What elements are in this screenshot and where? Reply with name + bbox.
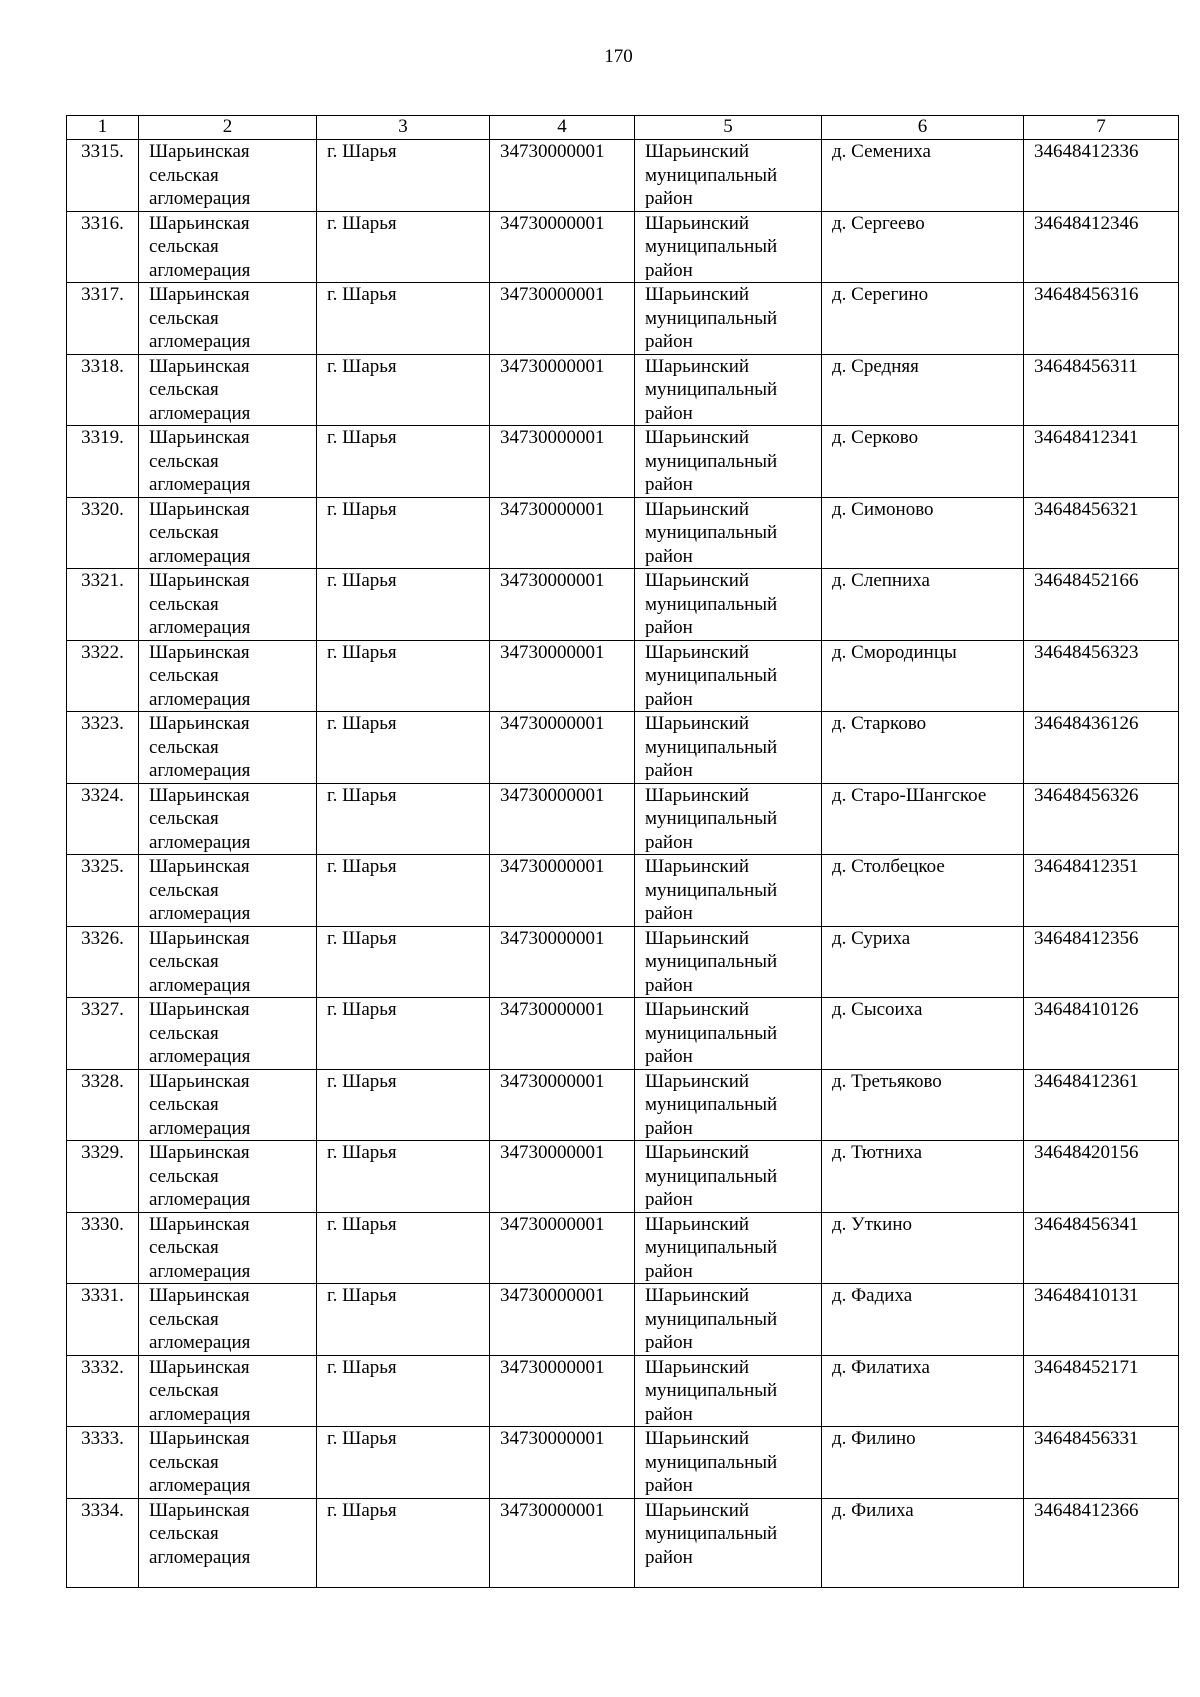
settlement-code-cell: 34648412336 <box>1024 140 1179 212</box>
district-cell-line: район <box>645 760 693 781</box>
table-row <box>67 1141 1179 1213</box>
center-cell: г. Шарья <box>317 1355 490 1427</box>
district-cell-line: Шарьинский <box>645 927 750 949</box>
district-cell <box>635 712 822 784</box>
center-code-cell: 34730000001 <box>490 640 635 712</box>
center-code-cell: 34730000001 <box>490 1427 635 1499</box>
row-number-cell: 3332. <box>67 1355 139 1427</box>
district-cell-line: муниципальный <box>645 1022 778 1044</box>
agglomeration-cell <box>139 426 317 498</box>
agglomeration-cell-line: Шарьинская <box>149 1285 250 1306</box>
district-cell-line: Шарьинский <box>645 284 750 305</box>
district-cell-line: Шарьинский <box>645 570 750 591</box>
agglomeration-cell <box>139 926 317 998</box>
agglomeration-cell-line: сельская <box>149 879 219 901</box>
district-cell <box>635 998 822 1070</box>
row-number-cell: 3325. <box>67 855 139 927</box>
district-cell <box>635 569 822 641</box>
agglomeration-cell-line: Шарьинская <box>149 498 250 520</box>
agglomeration-cell <box>139 1427 317 1499</box>
district-cell <box>635 855 822 927</box>
agglomeration-cell-line: сельская <box>149 379 219 400</box>
district-cell-line: район <box>645 545 693 567</box>
agglomeration-cell-line: агломерация <box>149 831 251 853</box>
table-header-row <box>67 116 1179 140</box>
agglomeration-cell-line: Шарьинская <box>149 1356 250 1378</box>
district-cell <box>635 1141 822 1213</box>
district-cell-line: район <box>645 688 693 710</box>
agglomeration-cell <box>139 1069 317 1141</box>
center-code-cell: 34730000001 <box>490 354 635 426</box>
table-row <box>67 998 1179 1070</box>
district-cell-line: Шарьинский <box>645 1070 750 1092</box>
agglomeration-cell-line: Шарьинская <box>149 355 250 377</box>
settlement-code-cell: 34648412346 <box>1024 211 1179 283</box>
center-code-cell: 34730000001 <box>490 1284 635 1356</box>
center-code-cell: 34730000001 <box>490 783 635 855</box>
settlement-code-cell: 34648412366 <box>1024 1498 1179 1587</box>
row-number-cell: 3315. <box>67 140 139 212</box>
row-number-cell: 3334. <box>67 1498 139 1587</box>
district-cell <box>635 1069 822 1141</box>
agglomeration-cell <box>139 998 317 1070</box>
table-row <box>67 783 1179 855</box>
table-row <box>67 640 1179 712</box>
district-cell <box>635 497 822 569</box>
center-cell: г. Шарья <box>317 855 490 927</box>
settlement-cell: д. Филино <box>822 1427 1024 1499</box>
agglomeration-cell-line: сельская <box>149 1165 219 1187</box>
settlement-code-cell: 34648412351 <box>1024 855 1179 927</box>
district-cell-line: муниципальный <box>645 736 778 758</box>
district-cell <box>635 1355 822 1427</box>
district-cell <box>635 1212 822 1284</box>
district-cell-line: Шарьинский <box>645 355 750 377</box>
row-number-cell: 3328. <box>67 1069 139 1141</box>
header-cell-3: 3 <box>317 116 490 140</box>
agglomeration-cell <box>139 712 317 784</box>
district-cell-line: район <box>645 974 693 996</box>
agglomeration-cell <box>139 283 317 355</box>
settlement-cell: д. Уткино <box>822 1212 1024 1284</box>
district-cell <box>635 640 822 712</box>
table-row <box>67 1427 1179 1499</box>
center-code-cell: 34730000001 <box>490 712 635 784</box>
district-cell-line: муниципальный <box>645 1451 778 1473</box>
row-number-cell: 3321. <box>67 569 139 641</box>
district-cell-line: район <box>645 1475 693 1496</box>
agglomeration-cell-line: сельская <box>149 951 219 972</box>
row-number-cell: 3323. <box>67 712 139 784</box>
header-cell-6: 6 <box>822 116 1024 140</box>
agglomeration-cell <box>139 354 317 426</box>
settlement-cell: д. Средняя <box>822 354 1024 426</box>
district-cell-line: Шарьинский <box>645 498 750 520</box>
district-cell-line: район <box>645 1189 693 1210</box>
district-cell-line: район <box>645 1046 693 1067</box>
agglomeration-cell-line: Шарьинская <box>149 212 250 234</box>
agglomeration-cell <box>139 140 317 212</box>
center-code-cell: 34730000001 <box>490 1355 635 1427</box>
table-row <box>67 211 1179 283</box>
district-cell-line: муниципальный <box>645 951 778 972</box>
district-cell-line: Шарьинский <box>645 1428 750 1449</box>
center-code-cell: 34730000001 <box>490 1212 635 1284</box>
district-cell-line: муниципальный <box>645 593 778 615</box>
district-cell-line: муниципальный <box>645 307 778 329</box>
agglomeration-cell-line: агломерация <box>149 1403 251 1425</box>
agglomeration-cell-line: агломерация <box>149 545 251 567</box>
agglomeration-cell-line: агломерация <box>149 1046 251 1067</box>
district-cell-line: Шарьинский <box>645 1499 750 1521</box>
settlement-code-cell: 34648436126 <box>1024 712 1179 784</box>
row-number-cell: 3333. <box>67 1427 139 1499</box>
agglomeration-cell-line: сельская <box>149 522 219 543</box>
agglomeration-cell-line: сельская <box>149 808 219 829</box>
agglomeration-cell-line: Шарьинская <box>149 1213 250 1235</box>
agglomeration-cell-line: агломерация <box>149 1332 251 1353</box>
table-row <box>67 569 1179 641</box>
district-cell-line: муниципальный <box>645 450 778 472</box>
agglomeration-cell-line: сельская <box>149 593 219 615</box>
settlement-code-cell: 34648410131 <box>1024 1284 1179 1356</box>
district-cell-line: район <box>645 1260 693 1282</box>
agglomeration-cell-line: сельская <box>149 665 219 686</box>
settlement-code-cell: 34648452171 <box>1024 1355 1179 1427</box>
settlement-cell: д. Серково <box>822 426 1024 498</box>
district-cell-line: муниципальный <box>645 1523 778 1544</box>
agglomeration-cell-line: агломерация <box>149 259 251 281</box>
settlement-code-cell: 34648452166 <box>1024 569 1179 641</box>
settlement-cell: д. Старо-Шангское <box>822 783 1024 855</box>
header-cell-4: 4 <box>490 116 635 140</box>
district-cell-line: район <box>645 402 693 424</box>
row-number-cell: 3324. <box>67 783 139 855</box>
header-cell-2: 2 <box>139 116 317 140</box>
table-body <box>67 116 1179 1588</box>
settlement-code-cell: 34648410126 <box>1024 998 1179 1070</box>
agglomeration-cell-line: агломерация <box>149 1117 251 1139</box>
settlement-cell: д. Суриха <box>822 926 1024 998</box>
center-code-cell: 34730000001 <box>490 426 635 498</box>
agglomeration-cell-line: сельская <box>149 1451 219 1473</box>
agglomeration-cell-line: Шарьинская <box>149 856 250 877</box>
settlement-cell: д. Филиха <box>822 1498 1024 1587</box>
district-cell <box>635 926 822 998</box>
row-number-cell: 3318. <box>67 354 139 426</box>
agglomeration-cell-line: Шарьинская <box>149 1070 250 1092</box>
center-cell: г. Шарья <box>317 640 490 712</box>
agglomeration-cell <box>139 1284 317 1356</box>
table-row <box>67 140 1179 212</box>
header-cell-1: 1 <box>67 116 139 140</box>
agglomeration-cell-line: агломерация <box>149 1260 251 1282</box>
district-cell <box>635 1427 822 1499</box>
agglomeration-cell-line: Шарьинская <box>149 999 250 1020</box>
agglomeration-cell <box>139 497 317 569</box>
agglomeration-cell-line: сельская <box>149 1022 219 1044</box>
settlement-cell: д. Слепниха <box>822 569 1024 641</box>
district-cell <box>635 1498 822 1587</box>
agglomeration-cell <box>139 1355 317 1427</box>
agglomeration-cell-line: агломерация <box>149 402 251 424</box>
district-cell <box>635 1284 822 1356</box>
center-code-cell: 34730000001 <box>490 1069 635 1141</box>
agglomeration-cell-line: сельская <box>149 236 219 257</box>
agglomeration-cell-line: Шарьинская <box>149 784 250 806</box>
agglomeration-cell-line: Шарьинская <box>149 641 250 663</box>
district-cell-line: муниципальный <box>645 665 778 686</box>
settlement-cell: д. Тютниха <box>822 1141 1024 1213</box>
district-cell-line: Шарьинский <box>645 212 750 234</box>
agglomeration-cell-line: Шарьинская <box>149 570 250 591</box>
district-cell-line: Шарьинский <box>645 141 750 162</box>
agglomeration-cell-line: Шарьинская <box>149 1142 250 1163</box>
center-cell: г. Шарья <box>317 140 490 212</box>
settlement-code-cell: 34648456311 <box>1024 354 1179 426</box>
center-cell: г. Шарья <box>317 211 490 283</box>
center-code-cell: 34730000001 <box>490 569 635 641</box>
settlement-code-cell: 34648456316 <box>1024 283 1179 355</box>
settlement-code-cell: 34648456321 <box>1024 497 1179 569</box>
agglomeration-cell <box>139 1212 317 1284</box>
agglomeration-cell <box>139 855 317 927</box>
district-cell-line: район <box>645 259 693 281</box>
district-cell-line: Шарьинский <box>645 856 750 877</box>
center-cell: г. Шарья <box>317 1212 490 1284</box>
agglomeration-cell-line: Шарьинская <box>149 927 250 949</box>
center-cell: г. Шарья <box>317 1427 490 1499</box>
district-cell-line: район <box>645 331 693 352</box>
settlement-cell: д. Старково <box>822 712 1024 784</box>
agglomeration-cell <box>139 1498 317 1587</box>
row-number-cell: 3317. <box>67 283 139 355</box>
table-row <box>67 497 1179 569</box>
center-code-cell: 34730000001 <box>490 926 635 998</box>
settlement-cell: д. Симоново <box>822 497 1024 569</box>
row-number-cell: 3319. <box>67 426 139 498</box>
district-cell-line: район <box>645 474 693 495</box>
agglomeration-cell <box>139 783 317 855</box>
row-number-cell: 3327. <box>67 998 139 1070</box>
row-number-cell: 3320. <box>67 497 139 569</box>
settlement-code-cell: 34648412341 <box>1024 426 1179 498</box>
agglomeration-cell-line: Шарьинская <box>149 284 250 305</box>
agglomeration-cell-line: сельская <box>149 1237 219 1258</box>
district-cell <box>635 211 822 283</box>
settlement-cell: д. Третьяково <box>822 1069 1024 1141</box>
district-cell <box>635 354 822 426</box>
district-cell-line: район <box>645 831 693 853</box>
center-code-cell: 34730000001 <box>490 140 635 212</box>
page-number: 170 <box>604 46 633 67</box>
agglomeration-cell <box>139 640 317 712</box>
district-cell-line: Шарьинский <box>645 713 750 734</box>
agglomeration-cell-line: сельская <box>149 736 219 758</box>
table-row <box>67 1355 1179 1427</box>
settlement-code-cell: 34648412356 <box>1024 926 1179 998</box>
center-cell: г. Шарья <box>317 998 490 1070</box>
district-cell-line: район <box>645 617 693 638</box>
settlement-code-cell: 34648420156 <box>1024 1141 1179 1213</box>
row-number-cell: 3326. <box>67 926 139 998</box>
district-cell-line: район <box>645 903 693 924</box>
center-code-cell: 34730000001 <box>490 855 635 927</box>
row-number-cell: 3322. <box>67 640 139 712</box>
center-cell: г. Шарья <box>317 783 490 855</box>
district-cell-line: Шарьинский <box>645 784 750 806</box>
header-cell-7: 7 <box>1024 116 1179 140</box>
row-number-cell: 3316. <box>67 211 139 283</box>
settlement-cell: д. Сысоиха <box>822 998 1024 1070</box>
agglomeration-cell-line: Шарьинская <box>149 1428 250 1449</box>
settlement-code-cell: 34648456331 <box>1024 1427 1179 1499</box>
agglomeration-cell-line: Шарьинская <box>149 1499 250 1521</box>
center-code-cell: 34730000001 <box>490 211 635 283</box>
settlement-cell: д. Семениха <box>822 140 1024 212</box>
district-cell-line: муниципальный <box>645 164 778 186</box>
row-number-cell: 3329. <box>67 1141 139 1213</box>
district-cell-line: Шарьинский <box>645 1356 750 1378</box>
table-row <box>67 1498 1179 1587</box>
table-row <box>67 283 1179 355</box>
settlement-code-cell: 34648456323 <box>1024 640 1179 712</box>
center-cell: г. Шарья <box>317 926 490 998</box>
agglomeration-cell <box>139 569 317 641</box>
settlement-code-cell: 34648412361 <box>1024 1069 1179 1141</box>
settlement-code-cell: 34648456341 <box>1024 1212 1179 1284</box>
agglomeration-cell-line: агломерация <box>149 331 251 352</box>
agglomeration-cell-line: сельская <box>149 1380 219 1401</box>
table-row <box>67 1212 1179 1284</box>
district-cell-line: район <box>645 1117 693 1139</box>
district-cell-line: муниципальный <box>645 1308 778 1330</box>
district-cell-line: муниципальный <box>645 236 778 257</box>
center-code-cell: 34730000001 <box>490 497 635 569</box>
table-row <box>67 855 1179 927</box>
table-row <box>67 1284 1179 1356</box>
center-cell: г. Шарья <box>317 1498 490 1587</box>
center-cell: г. Шарья <box>317 1284 490 1356</box>
agglomeration-cell <box>139 211 317 283</box>
district-cell-line: Шарьинский <box>645 1142 750 1163</box>
table-row <box>67 1069 1179 1141</box>
center-cell: г. Шарья <box>317 1141 490 1213</box>
settlement-cell: д. Сергеево <box>822 211 1024 283</box>
settlement-code-cell: 34648456326 <box>1024 783 1179 855</box>
center-cell: г. Шарья <box>317 569 490 641</box>
agglomeration-cell-line: агломерация <box>149 188 251 209</box>
center-cell: г. Шарья <box>317 426 490 498</box>
district-cell-line: муниципальный <box>645 1165 778 1187</box>
agglomeration-cell-line: сельская <box>149 307 219 329</box>
settlement-cell: д. Столбецкое <box>822 855 1024 927</box>
center-code-cell: 34730000001 <box>490 1498 635 1587</box>
agglomeration-cell-line: агломерация <box>149 1189 251 1210</box>
district-cell-line: Шарьинский <box>645 1285 750 1306</box>
settlement-cell: д. Филатиха <box>822 1355 1024 1427</box>
district-cell-line: муниципальный <box>645 879 778 901</box>
table-row <box>67 926 1179 998</box>
district-cell-line: Шарьинский <box>645 1213 750 1235</box>
settlement-cell: д. Смородинцы <box>822 640 1024 712</box>
agglomeration-cell-line: сельская <box>149 1094 219 1115</box>
district-cell-line: район <box>645 1546 693 1568</box>
district-cell-line: район <box>645 1332 693 1353</box>
center-code-cell: 34730000001 <box>490 998 635 1070</box>
agglomeration-cell-line: сельская <box>149 164 219 186</box>
row-number-cell: 3331. <box>67 1284 139 1356</box>
district-cell-line: район <box>645 188 693 209</box>
agglomeration-cell-line: агломерация <box>149 903 251 924</box>
district-cell-line: муниципальный <box>645 379 778 400</box>
agglomeration-cell-line: Шарьинская <box>149 713 250 734</box>
agglomeration-cell-line: агломерация <box>149 1546 251 1568</box>
center-cell: г. Шарья <box>317 354 490 426</box>
settlement-cell: д. Серегино <box>822 283 1024 355</box>
agglomeration-cell-line: Шарьинская <box>149 427 250 448</box>
center-code-cell: 34730000001 <box>490 1141 635 1213</box>
center-cell: г. Шарья <box>317 712 490 784</box>
agglomeration-cell <box>139 1141 317 1213</box>
district-cell-line: муниципальный <box>645 808 778 829</box>
header-cell-5: 5 <box>635 116 822 140</box>
agglomeration-cell-line: агломерация <box>149 617 251 638</box>
settlement-cell: д. Фадиха <box>822 1284 1024 1356</box>
district-cell <box>635 283 822 355</box>
agglomeration-cell-line: агломерация <box>149 974 251 996</box>
table-row <box>67 354 1179 426</box>
district-cell <box>635 426 822 498</box>
settlements-table <box>66 115 1179 1588</box>
district-cell-line: Шарьинский <box>645 999 750 1020</box>
center-code-cell: 34730000001 <box>490 283 635 355</box>
district-cell-line: муниципальный <box>645 522 778 543</box>
district-cell-line: муниципальный <box>645 1094 778 1115</box>
table-row <box>67 712 1179 784</box>
district-cell-line: Шарьинский <box>645 641 750 663</box>
district-cell-line: муниципальный <box>645 1380 778 1401</box>
agglomeration-cell-line: агломерация <box>149 688 251 710</box>
agglomeration-cell-line: агломерация <box>149 474 251 495</box>
district-cell <box>635 140 822 212</box>
district-cell <box>635 783 822 855</box>
agglomeration-cell-line: агломерация <box>149 760 251 781</box>
agglomeration-cell-line: Шарьинская <box>149 141 250 162</box>
center-cell: г. Шарья <box>317 283 490 355</box>
district-cell-line: Шарьинский <box>645 427 750 448</box>
row-number-cell: 3330. <box>67 1212 139 1284</box>
table-row <box>67 426 1179 498</box>
agglomeration-cell-line: сельская <box>149 450 219 472</box>
district-cell-line: муниципальный <box>645 1237 778 1258</box>
agglomeration-cell-line: сельская <box>149 1523 219 1544</box>
agglomeration-cell-line: сельская <box>149 1308 219 1330</box>
center-cell: г. Шарья <box>317 1069 490 1141</box>
center-cell: г. Шарья <box>317 497 490 569</box>
district-cell-line: район <box>645 1403 693 1425</box>
agglomeration-cell-line: агломерация <box>149 1475 251 1496</box>
